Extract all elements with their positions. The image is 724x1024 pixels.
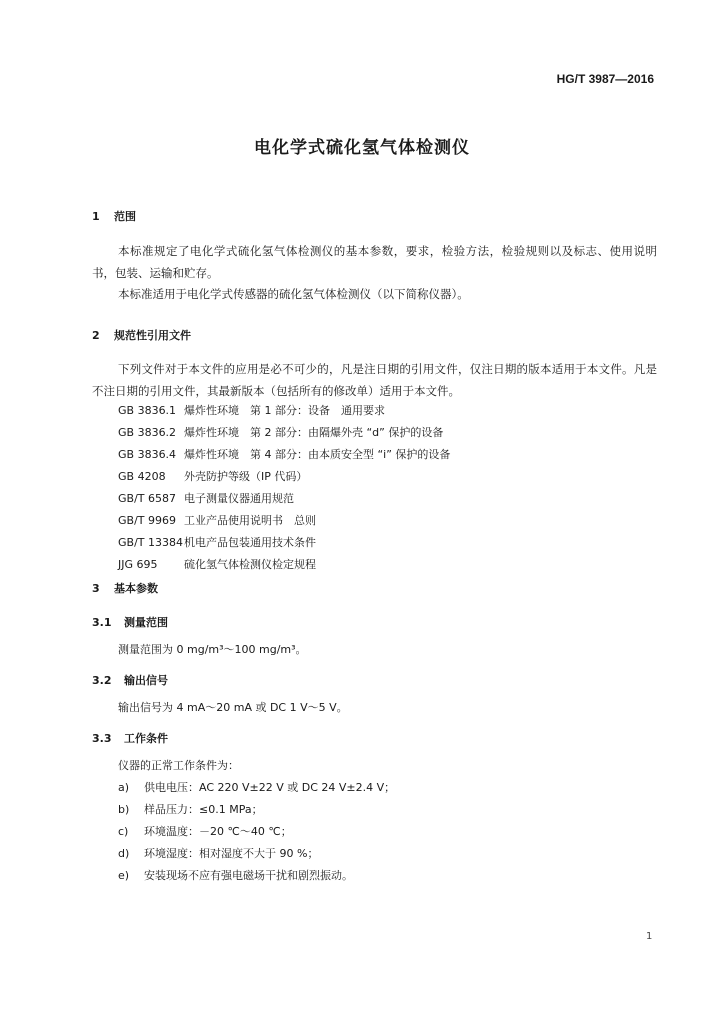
section-title: 规范性引用文件 [114, 329, 191, 342]
reference-item [118, 512, 316, 528]
reference-title: 爆炸性环境 第 4 部分：由本质安全型 “i” 保护的设备 [184, 448, 451, 461]
reference-title: 电子测量仪器通用规范 [184, 492, 294, 505]
page-number: 1 [646, 931, 653, 942]
list-marker: a) [118, 781, 130, 794]
standard-number: HG/T 3987—2016 [556, 72, 654, 86]
reference-code: GB 3836.4 [118, 448, 177, 461]
reference-item [118, 402, 385, 418]
section-number: 3 [92, 582, 100, 595]
list-item [118, 801, 263, 817]
section-number: 2 [92, 329, 100, 342]
list-marker: e) [118, 869, 130, 882]
section-2-intro: 下列文件对于本文件的应用是必不可少的，凡是注日期的引用文件，仅注日期的版本适用于本文件。凡是不注日期的引用文件，其最新版本（包括所有的修改单）适用于本文件。 [92, 362, 657, 398]
reference-title: 硫化氢气体检测仪检定规程 [184, 558, 316, 571]
working-conditions-intro: 仪器的正常工作条件为： [118, 759, 239, 772]
section-3-heading [92, 580, 158, 596]
section-1-paragraph-2: 本标准适用于电化学式传感器的硫化氢气体检测仪（以下简称仪器）。 [118, 287, 469, 301]
measurement-range-text: 测量范围为 0 mg/m³～100 mg/m³。 [118, 643, 307, 656]
subsection-title: 工作条件 [124, 732, 168, 745]
list-item [118, 779, 395, 795]
document-title: 电化学式硫化氢气体检测仪 [254, 138, 470, 158]
section-title: 范围 [114, 210, 136, 223]
list-text: 环境湿度：相对湿度不大于 90 %； [144, 847, 319, 860]
list-text: 环境温度：－20 ℃～40 ℃； [144, 825, 292, 838]
list-item [118, 867, 353, 883]
subsection-3-3-heading [92, 730, 168, 746]
subsection-number: 3.1 [92, 616, 112, 629]
reference-code: GB/T 13384 [118, 536, 183, 549]
reference-item [118, 556, 316, 572]
reference-code: GB/T 6587 [118, 492, 176, 505]
reference-item [118, 424, 443, 440]
list-text: 供电电压：AC 220 V±22 V 或 DC 24 V±2.4 V； [144, 781, 396, 794]
reference-code: GB 3836.2 [118, 426, 177, 439]
reference-title: 外壳防护等级（IP 代码） [184, 470, 308, 483]
subsection-title: 输出信号 [124, 674, 168, 687]
reference-title: 工业产品使用说明书 总则 [184, 514, 316, 527]
list-marker: d) [118, 847, 130, 860]
reference-title: 机电产品包装通用技术条件 [184, 536, 316, 549]
reference-item [118, 490, 294, 506]
reference-code: GB 3836.1 [118, 404, 177, 417]
reference-item [118, 534, 316, 550]
list-item [118, 845, 318, 861]
section-1-paragraph-1: 本标准规定了电化学式硫化氢气体检测仪的基本参数，要求，检验方法，检验规则以及标志、使用说明书，包装、运输和贮存。 [92, 244, 657, 280]
section-title: 基本参数 [114, 582, 158, 595]
reference-code: JJG 695 [118, 558, 158, 571]
subsection-title: 测量范围 [124, 616, 168, 629]
list-marker: b) [118, 803, 130, 816]
reference-item [118, 468, 307, 484]
list-item [118, 823, 292, 839]
subsection-3-1-heading [92, 614, 168, 630]
section-number: 1 [92, 210, 100, 223]
list-marker: c) [118, 825, 129, 838]
section-1-heading [92, 208, 136, 224]
reference-code: GB/T 9969 [118, 514, 176, 527]
reference-title: 爆炸性环境 第 2 部分：由隔爆外壳 “d” 保护的设备 [184, 426, 444, 439]
output-signal-text: 输出信号为 4 mA～20 mA 或 DC 1 V～5 V。 [118, 701, 348, 714]
list-text: 样品压力：≤0.1 MPa； [144, 803, 263, 816]
reference-title: 爆炸性环境 第 1 部分：设备 通用要求 [184, 404, 385, 417]
section-2-heading [92, 327, 191, 343]
subsection-number: 3.2 [92, 674, 112, 687]
reference-item [118, 446, 450, 462]
list-text: 安装现场不应有强电磁场干扰和剧烈振动。 [144, 869, 353, 882]
subsection-3-2-heading [92, 672, 168, 688]
subsection-number: 3.3 [92, 732, 112, 745]
reference-code: GB 4208 [118, 470, 166, 483]
